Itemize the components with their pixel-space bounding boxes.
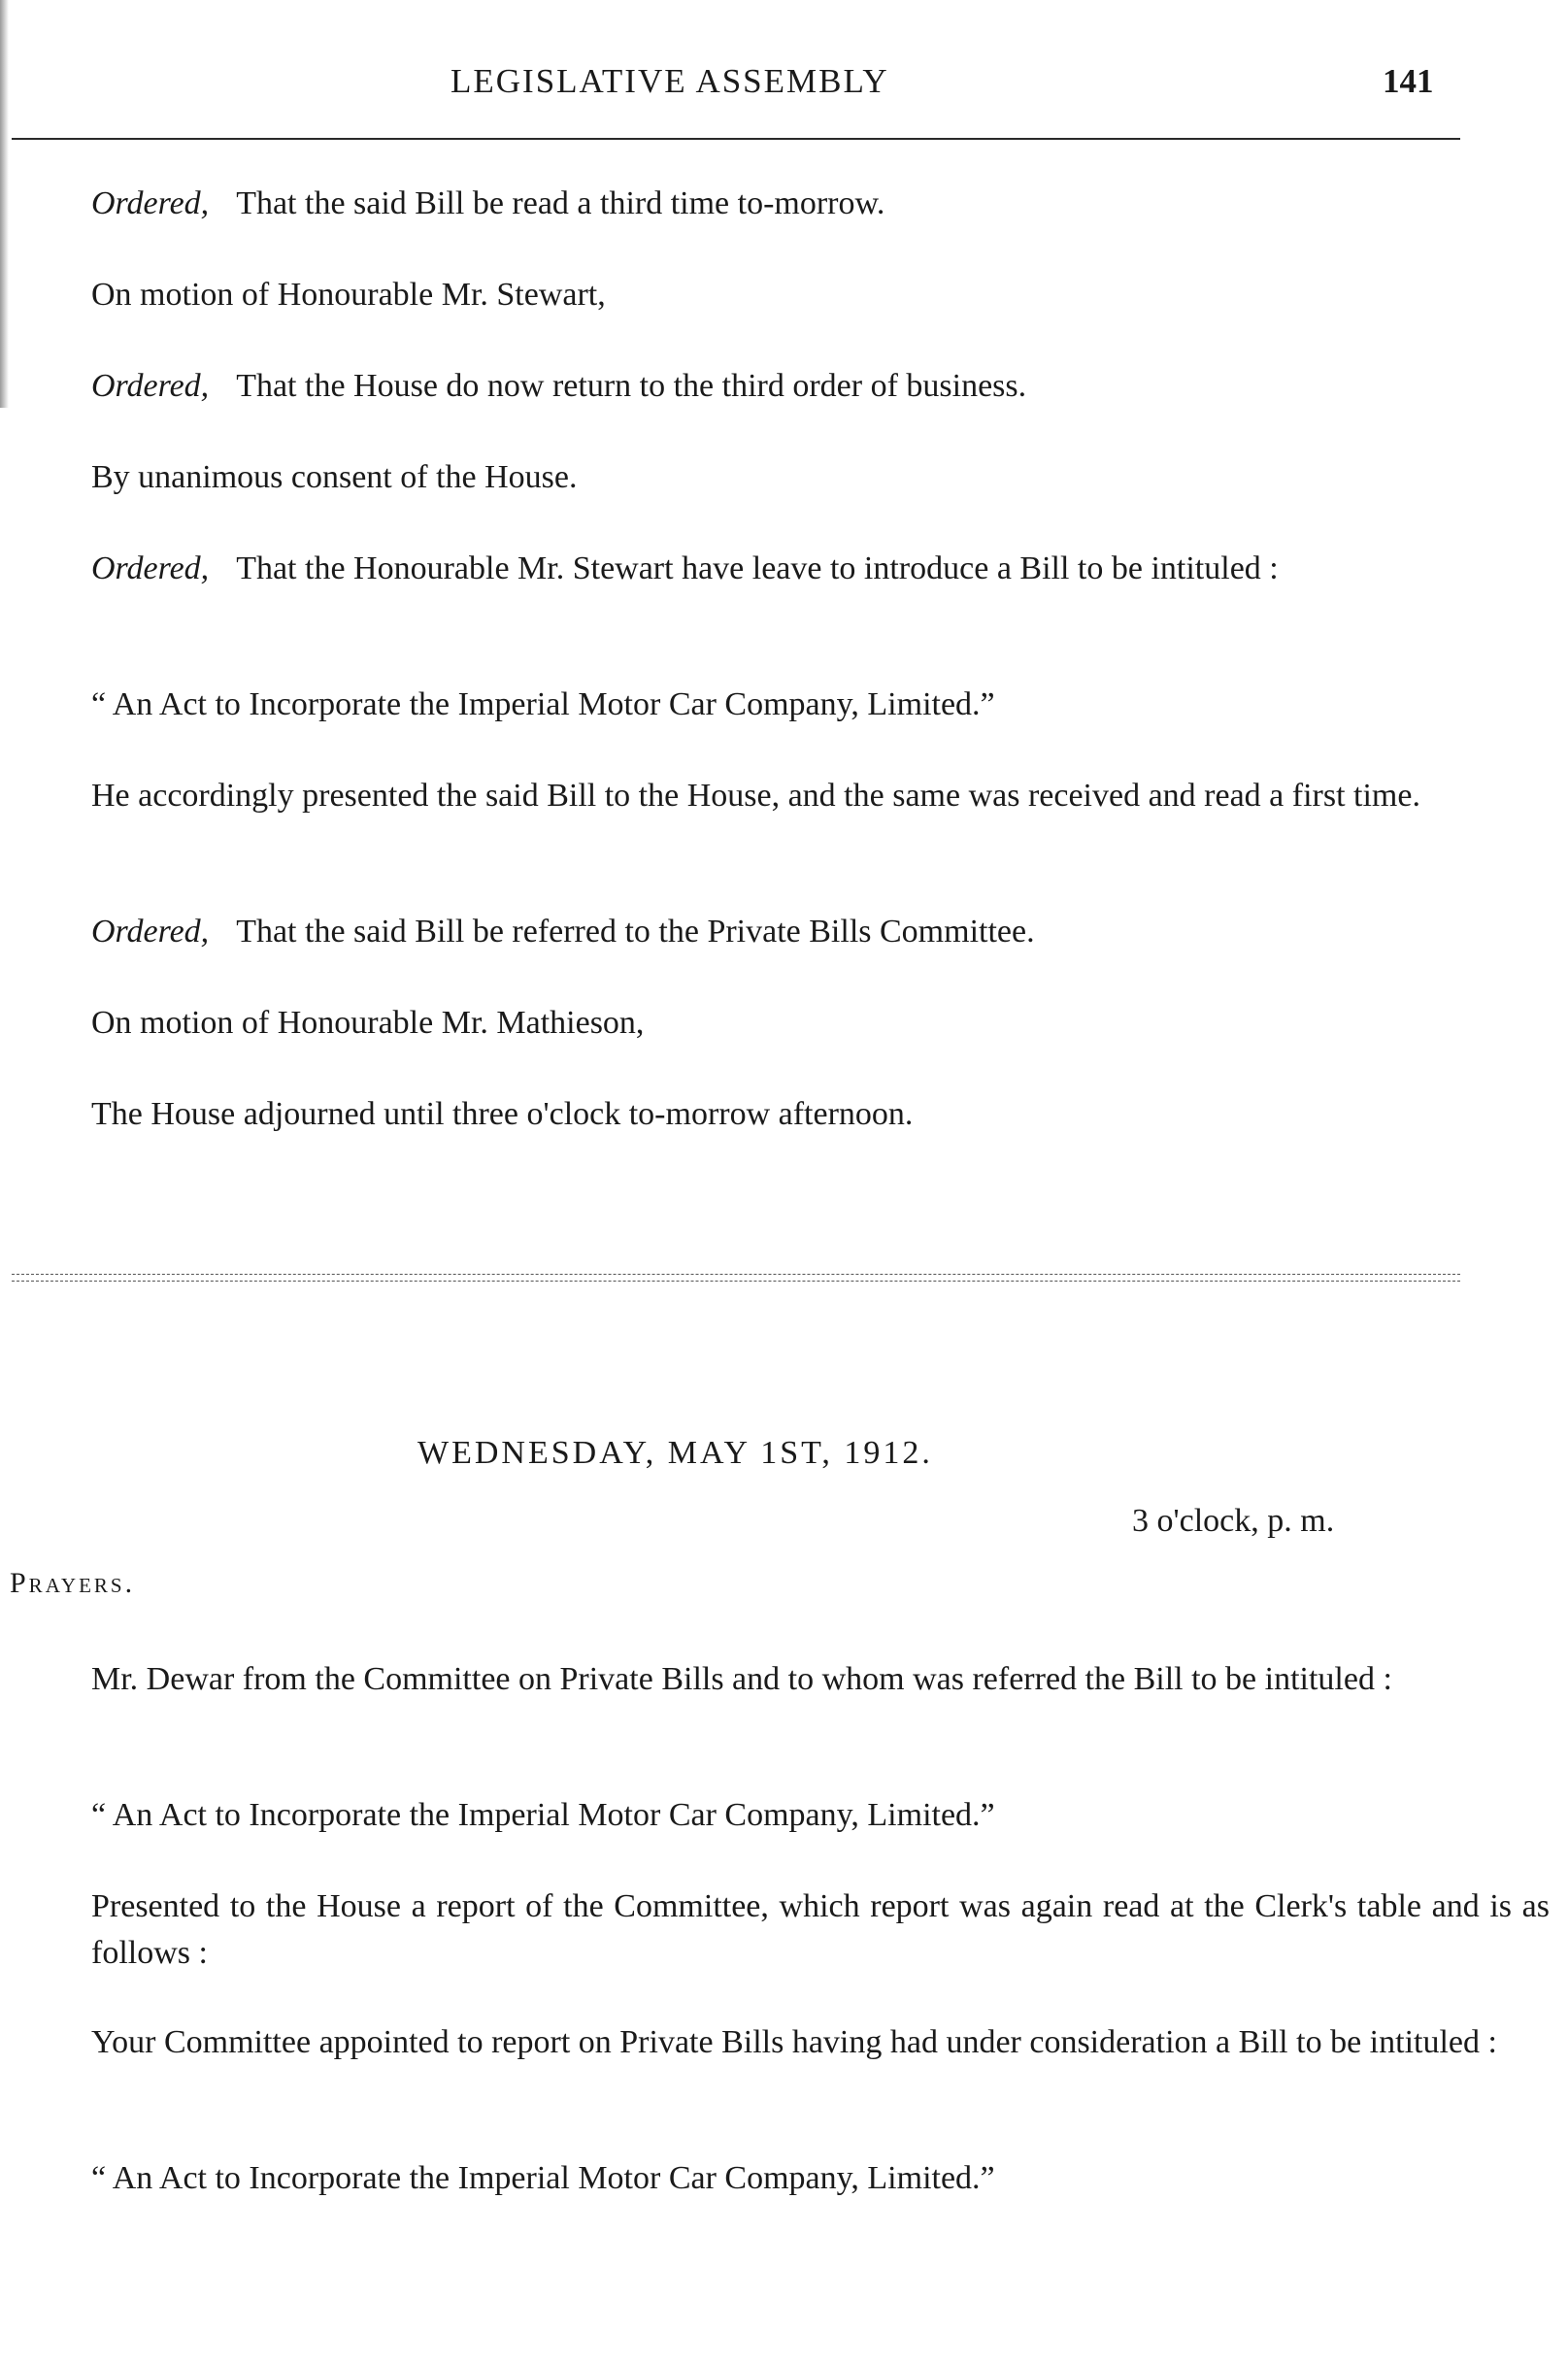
bill-title-quote-3: “ An Act to Incorporate the Imperial Motor Car Company, Limited.” bbox=[91, 2160, 995, 2196]
header-rule bbox=[12, 138, 1460, 140]
section-divider bbox=[12, 1274, 1460, 1282]
ordered-return-business bbox=[10, 363, 1550, 410]
ordered-label: Ordered, bbox=[91, 368, 210, 404]
ordered-label: Ordered, bbox=[91, 185, 210, 221]
sitting-date: WEDNESDAY, MAY 1ST, 1912. bbox=[417, 1435, 933, 1471]
motion-mathieson: On motion of Honourable Mr. Mathieson, bbox=[91, 1005, 645, 1041]
ordered-leave-introduce bbox=[10, 546, 1550, 592]
paragraph-text: That the Honourable Mr. Stewart have leave to introduce a Bill to be intituled : bbox=[236, 550, 1279, 586]
running-title: LEGISLATIVE ASSEMBLY bbox=[450, 62, 889, 100]
paragraph-text: That the said Bill be referred to the Private Bills Committee. bbox=[236, 914, 1035, 950]
page-header bbox=[0, 62, 1568, 120]
committee-consideration: Your Committee appointed to report on Private Bills having had under consideration a Bill to be intituled : bbox=[91, 2024, 1497, 2060]
sitting-time: 3 o'clock, p. m. bbox=[1132, 1503, 1335, 1539]
ordered-third-reading bbox=[10, 181, 1550, 227]
bill-title-quote: “ An Act to Incorporate the Imperial Motor Car Company, Limited.” bbox=[91, 686, 995, 722]
page-number: 141 bbox=[1383, 62, 1434, 100]
scan-edge-shadow bbox=[0, 0, 9, 408]
dewar-report-intro: Mr. Dewar from the Committee on Private Bills and to whom was referred the Bill to be intituled : bbox=[91, 1661, 1392, 1697]
house-adjourned: The House adjourned until three o'clock to-morrow afternoon. bbox=[91, 1096, 914, 1132]
ordered-label: Ordered, bbox=[91, 914, 210, 950]
report-presented: Presented to the House a report of the Committee, which report was again read at the Clerk's table and is as follows : bbox=[91, 1888, 1550, 1971]
unanimous-consent: By unanimous consent of the House. bbox=[91, 459, 578, 495]
bill-title-quote-2: “ An Act to Incorporate the Imperial Motor Car Company, Limited.” bbox=[91, 1797, 995, 1833]
prayers-heading: Prayers. bbox=[10, 1567, 136, 1599]
paragraph-text: That the said Bill be read a third time to-morrow. bbox=[236, 185, 885, 221]
ordered-label: Ordered, bbox=[91, 550, 210, 586]
ordered-referred-committee bbox=[10, 909, 1550, 955]
paragraph-text: That the House do now return to the third order of business. bbox=[236, 368, 1027, 404]
motion-stewart: On motion of Honourable Mr. Stewart, bbox=[91, 277, 606, 313]
first-reading: He accordingly presented the said Bill to the House, and the same was received and read a first time. bbox=[91, 778, 1420, 814]
